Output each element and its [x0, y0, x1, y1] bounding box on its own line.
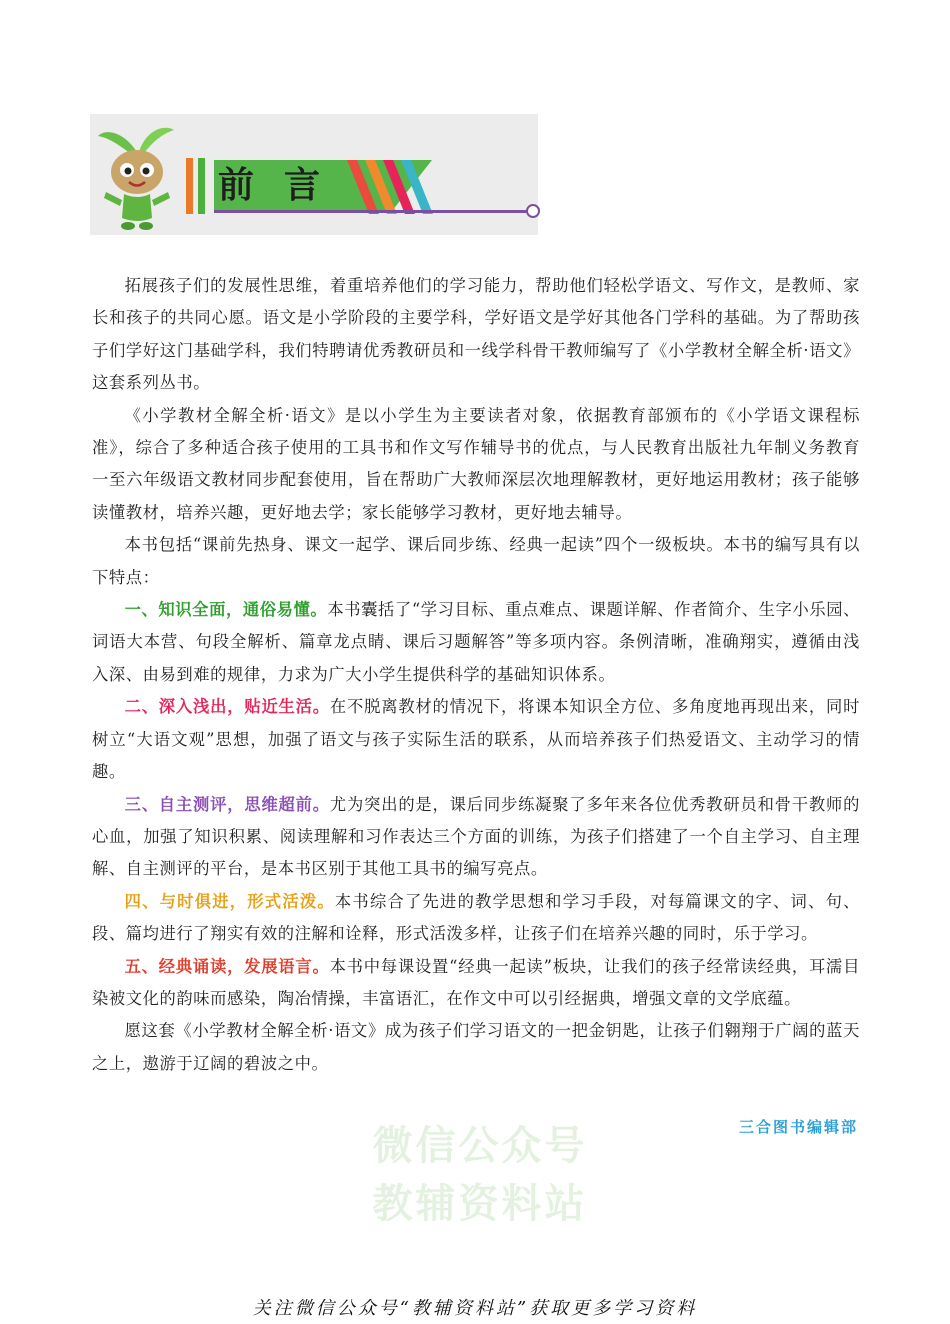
seedling-mascot-icon — [94, 122, 180, 234]
paragraph-intro-2 — [92, 400, 860, 530]
paragraph-text: 拓展孩子们的发展性思维，着重培养他们的学习能力，帮助他们轻松学语文、写作文，是教师、家长和孩子的共同心愿。语文是小学阶段的主要学科，学好语文是学好其他各门学科的基础。为了帮助孩子们学好这门基础学科，我们特聘请优秀教研员和一线学科骨干教师编写了《小学教材全解全析·语文》这套系列丛书。 — [92, 276, 860, 393]
paragraph-text: 尤为突出的是，课后同步练凝聚了多年来各位优秀教研员和骨干教师的心血，加强了知识积累、阅读理解和习作表达三个方面的训练，为孩子们搭建了一个自主学习、自主理解、自主测评的平台，是本书区别于其他工具书的编写亮点。 — [92, 794, 860, 879]
paragraph-text: 本书包括“课前先热身、课文一起学、课后同步练、经典一起读”四个一级板块。本书的编写具有以下特点： — [92, 535, 860, 587]
watermark-line-2: 教辅资料站 — [372, 1181, 588, 1227]
paragraph-point-1 — [92, 594, 860, 691]
point-heading-2: 二、深入浅出，贴近生活。 — [124, 697, 330, 717]
green-accent-bar — [198, 158, 205, 214]
point-heading-5: 五、经典诵读，发展语言。 — [124, 956, 330, 976]
footer-note: 关注微信公众号“教辅资料站”获取更多学习资料 — [252, 1298, 698, 1319]
paragraph-point-3 — [92, 789, 860, 886]
circle-end-icon — [526, 204, 540, 218]
paragraph-point-2 — [92, 691, 860, 788]
underline-decoration — [214, 210, 530, 213]
paragraph-text: 本书囊括了“学习目标、重点难点、课题详解、作者简介、生字小乐园、词语大本营、句段全解析、篇章龙点睛、课后习题解答”等多项内容。条例清晰，准确翔实，遵循由浅入深、由易到难的规律，力求为广大小学生提供科学的基础知识体系。 — [92, 600, 861, 684]
paragraph-point-5 — [92, 951, 860, 1016]
editorial-signature: 三合图书编辑部 — [738, 1118, 858, 1136]
paragraph-text: 本书综合了先进的教学思想和学习手段，对每篇课文的字、词、句、段、篇均进行了翔实有效的注解和诠释，形式活泼多样，让孩子们在培养兴趣的同时，乐于学习。 — [92, 891, 860, 944]
point-heading-3: 三、自主测评，思维超前。 — [124, 794, 330, 814]
paragraph-text: 愿这套《小学教材全解全析·语文》成为孩子们学习语文的一把金钥匙，让孩子们翱翔于广阔的蓝天之上，遨游于辽阔的碧波之中。 — [92, 1021, 860, 1073]
watermark-line-1: 微信公众号 — [372, 1123, 588, 1169]
paragraph-closing — [92, 1015, 860, 1080]
paragraph-intro-1 — [92, 270, 860, 400]
paragraph-text: 《小学教材全解全析·语文》是以小学生为主要读者对象，依据教育部颁布的《小学语文课程标准》，综合了多种适合孩子使用的工具书和作文写作辅导书的优点，与人民教育出版社九年制义务教育一至六年级语文教材同步配套使用，旨在帮助广大教师深层次地理解教材，更好地运用教材；孩子能够读懂教材，培养兴趣，更好地去学；家长能够学习教材，更好地去辅导。 — [92, 405, 860, 522]
paragraph-text: 在不脱离教材的情况下，将课本知识全方位、多角度地再现出来，同时树立“大语文观”思想，加强了语文与孩子实际生活的联系，从而培养孩子们热爱语文、主动学习的情趣。 — [92, 697, 860, 782]
point-heading-1: 一、知识全面，通俗易懂。 — [124, 600, 328, 620]
paragraph-point-4 — [92, 886, 860, 951]
paragraph-text: 本书中每课设置“经典一起读”板块，让我们的孩子经常读经典，耳濡目染被文化的韵味而感染，陶冶情操，丰富语汇，在作文中可以引经据典，增强文章的文学底蕴。 — [92, 956, 861, 1008]
orange-accent-bar — [186, 158, 193, 214]
header-banner — [90, 114, 538, 235]
watermark — [350, 1118, 610, 1234]
preface-body — [92, 270, 860, 1080]
paragraph-intro-3 — [92, 529, 860, 594]
point-heading-4: 四、与时俱进，形式活泼。 — [124, 891, 335, 911]
page-title: 前言 — [218, 164, 351, 206]
